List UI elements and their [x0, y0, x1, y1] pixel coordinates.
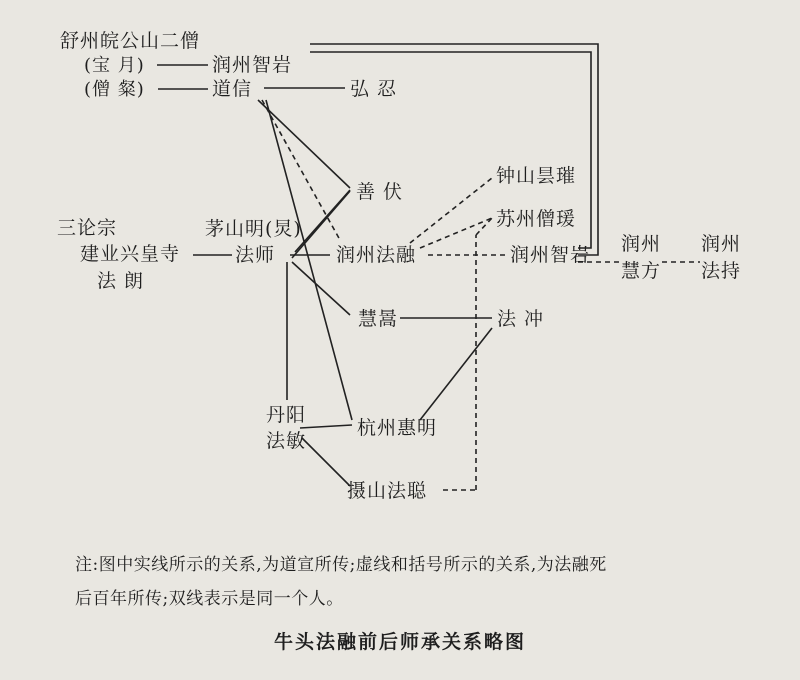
- node-danyang: 丹阳: [266, 404, 307, 426]
- diagram-title: 牛头法融前后师承关系略图: [273, 631, 526, 653]
- line-shanfu-fashi-a: [295, 190, 350, 252]
- caption-line-1: 注:图中实线所示的关系,为道宣所传;虚线和括号所示的关系,为法融死: [75, 555, 607, 575]
- node-sengcan: (僧 粲): [84, 79, 145, 100]
- node-huifang-place: 润州: [621, 233, 662, 255]
- node-maoshan: 茅山明(炅): [205, 218, 302, 240]
- node-facong: 摄山法聪: [347, 480, 428, 502]
- node-zhiyan-top: 润州智岩: [212, 54, 293, 76]
- node-huifang-name: 慧方: [621, 260, 662, 282]
- node-famin: 法敏: [266, 430, 307, 452]
- line-famin-facong: [302, 438, 350, 486]
- dash-vertical-top: [476, 218, 492, 235]
- node-huijing: 慧暠: [358, 308, 399, 330]
- node-huiming: 杭州惠明: [357, 417, 438, 439]
- node-falang: 法 朗: [97, 270, 145, 292]
- node-hongren: 弘 忍: [350, 78, 398, 100]
- node-huangsi: 建业兴皇寺: [80, 243, 181, 265]
- node-fashi: 法师: [235, 244, 276, 266]
- line-huiming-fachong: [420, 328, 492, 420]
- node-daoxin: 道信: [212, 78, 253, 100]
- node-zhiyan-right: 润州智岩: [510, 244, 591, 266]
- node-farong: 润州法融: [336, 244, 417, 266]
- node-school: 舒州皖公山二僧: [60, 30, 201, 52]
- node-baoyue: (宝 月): [84, 55, 145, 76]
- node-tanwei: 钟山昙璀: [496, 165, 577, 187]
- node-sengyuan: 苏州僧瑗: [496, 208, 577, 230]
- node-fachi-name: 法持: [701, 260, 742, 282]
- node-fachong: 法 冲: [497, 308, 545, 330]
- node-shanfu: 善 伏: [356, 181, 404, 203]
- node-sanlun: 三论宗: [57, 217, 118, 239]
- node-fachi-place: 润州: [701, 233, 742, 255]
- caption-line-2: 后百年所传;双线表示是同一个人。: [75, 589, 344, 609]
- dash-farong-tanwei: [410, 178, 492, 243]
- dash-farong-sengyuan: [420, 218, 492, 248]
- line-famin-huiming: [300, 425, 352, 428]
- diagram-caption: [75, 548, 755, 616]
